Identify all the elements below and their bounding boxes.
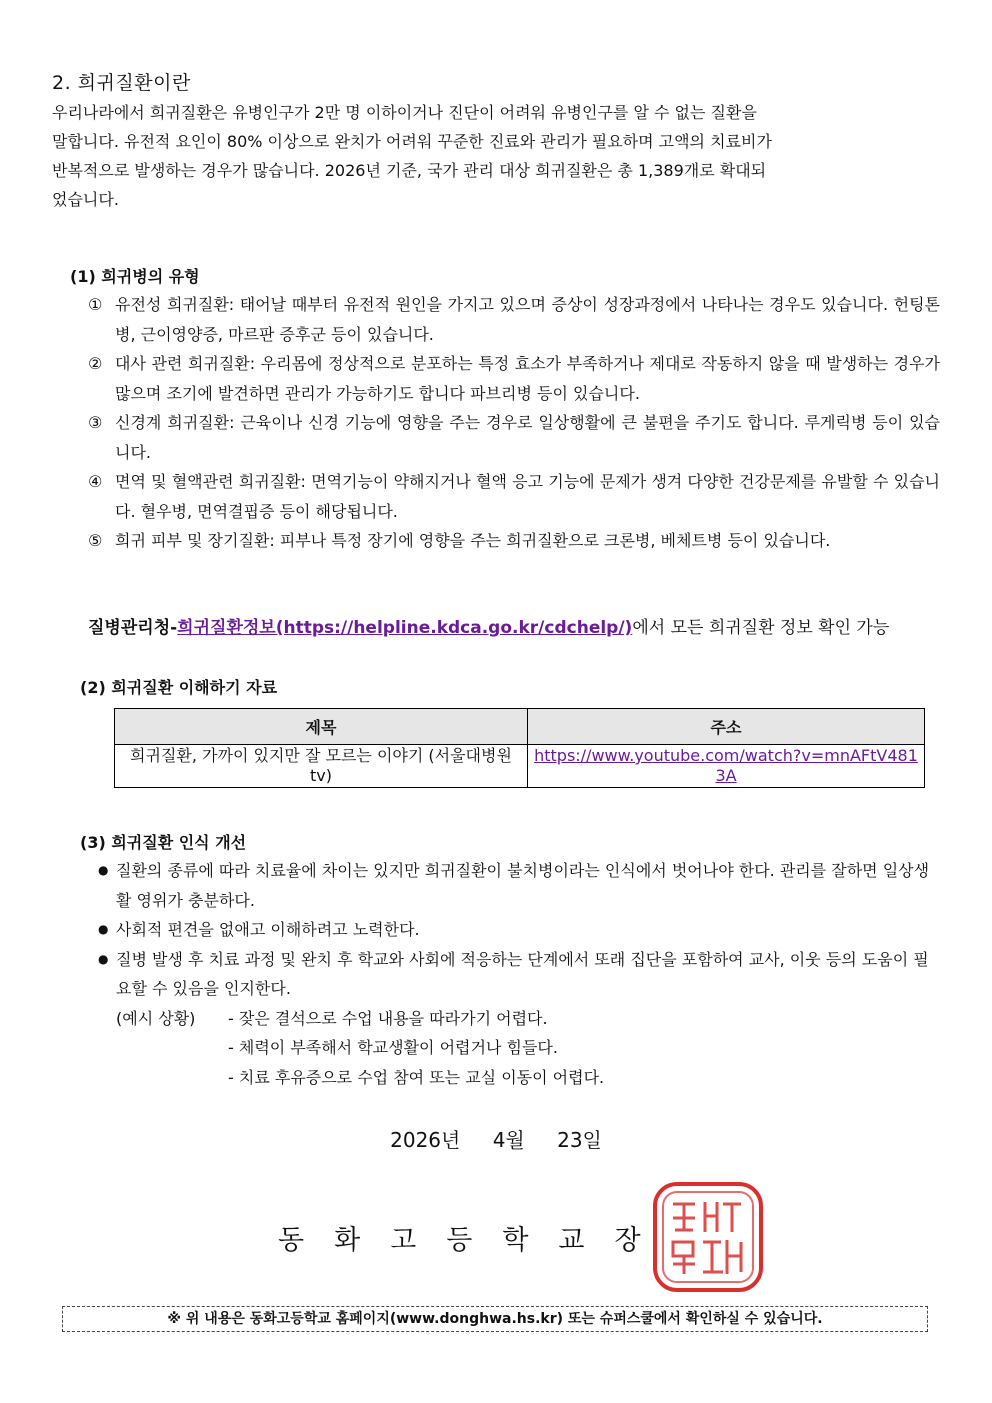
footer-notice: ※ 위 내용은 동화고등학교 홈페이지(www.donghwa.hs.kr) 또는 슈퍼스쿨에서 확인하실 수 있습니다. [62, 1306, 928, 1332]
section-title: 2. 희귀질환이란 [52, 72, 191, 94]
example-item: - 잦은 결석으로 수업 내용을 따라가기 어렵다. [228, 1008, 548, 1028]
example-label: (예시 상황) [116, 1008, 196, 1028]
list-item [98, 945, 943, 1004]
bullet-text: 질환의 종류에 따라 치료율에 차이는 있지만 희귀질환이 불치병이라는 인식에서 벗어나야 한다. 관리를 잘하면 일상생활 영위가 충분하다. [116, 861, 930, 910]
signer-name: 동화고등학교장 [278, 1225, 671, 1256]
list-item [88, 349, 940, 408]
list-item [88, 290, 940, 349]
kdca-org: 질병관리청- [88, 618, 178, 638]
item-text: 유전성 희귀질환: 태어날 때부터 유전적 원인을 가지고 있으며 증상이 성장과정에서 나타나는 경우도 있습니다. 헌팅톤병, 근이영양증, 마르판 증후군 등이 있습니다. [115, 295, 940, 344]
resource-title: 희귀질환, 가까이 있지만 잘 모르는 이야기 (서울대병원 tv) [115, 745, 528, 788]
awareness-list [98, 856, 943, 1092]
list-item [98, 915, 943, 945]
example-list [228, 1004, 604, 1093]
table-header-row [115, 709, 925, 745]
kdca-reference [88, 614, 889, 642]
resource-url-cell [528, 745, 925, 788]
document-date: 2026년 4월 23일 [390, 1128, 602, 1152]
item-number: ③ [88, 413, 103, 432]
kdca-link[interactable]: 희귀질환정보(https://helpline.kdca.go.kr/cdchelp/) [177, 618, 633, 638]
item-number: ② [88, 354, 103, 373]
bullet-icon: ● [98, 863, 109, 877]
example-item: - 치료 후유증으로 수업 참여 또는 교실 이동이 어렵다. [228, 1067, 605, 1087]
intro-line: 우리나라에서 희귀질환은 유병인구가 2만 명 이하이거나 진단이 어려워 유병인구를 알 수 없는 질환을 [52, 103, 757, 122]
table-row [115, 745, 925, 788]
bullet-text: 사회적 편견을 없애고 이해하려고 노력한다. [116, 920, 420, 939]
resources-table [114, 708, 925, 788]
intro-line: 말합니다. 유전적 요인이 80% 이상으로 완치가 어려워 꾸준한 진료와 관리가 필요하며 고액의 치료비가 [52, 132, 772, 151]
list-item [88, 526, 940, 556]
types-heading: (1) 희귀병의 유형 [70, 267, 200, 286]
list-item [88, 467, 940, 526]
bullet-text: 질병 발생 후 치료 과정 및 완치 후 학교와 사회에 적응하는 단계에서 또래 집단을 포함하여 교사, 이웃 등의 도움이 필요할 수 있음을 인지한다. [116, 949, 929, 998]
column-address-header: 주소 [528, 709, 925, 745]
item-number: ④ [88, 472, 103, 491]
list-item [98, 856, 943, 915]
item-number: ⑤ [88, 531, 103, 550]
intro-line: 었습니다. [52, 190, 119, 209]
column-title-header: 제목 [115, 709, 528, 745]
intro-paragraph [52, 98, 942, 214]
awareness-heading: (3) 희귀질환 인식 개선 [80, 833, 247, 852]
resources-heading: (2) 희귀질환 이해하기 자료 [80, 678, 278, 697]
kdca-suffix: 에서 모든 희귀질환 정보 확인 가능 [632, 618, 890, 638]
list-item [88, 408, 940, 467]
types-list [88, 290, 940, 556]
resource-url-link[interactable]: https://www.youtube.com/watch?v=mnAFtV4813A [534, 746, 918, 785]
item-text: 신경계 희귀질환: 근육이나 신경 기능에 영향을 주는 경우로 일상행활에 큰 불편을 주기도 합니다. 루게릭병 등이 있습니다. [115, 413, 940, 462]
intro-line: 반복적으로 발생하는 경우가 많습니다. 2026년 기준, 국가 관리 대상 희귀질환은 총 1,389개로 확대되 [52, 161, 767, 180]
item-text: 희귀 피부 및 장기질환: 피부나 특정 장기에 영향을 주는 희귀질환으로 크론병, 베체트병 등이 있습니다. [115, 531, 831, 550]
bullet-icon: ● [98, 951, 109, 966]
example-block [116, 1004, 943, 1093]
example-item: - 체력이 부족해서 학교생활이 어렵거나 힘들다. [228, 1038, 558, 1057]
bullet-icon: ● [98, 922, 109, 936]
item-text: 대사 관련 희귀질환: 우리몸에 정상적으로 분포하는 특정 효소가 부족하거나 제대로 작동하지 않을 때 발생하는 경우가 많으며 조기에 발견하면 관리가 가능하기도 합니다 파브리병 등이 있습니다. [115, 354, 940, 403]
item-text: 면역 및 혈액관련 희귀질환: 면역기능이 약해지거나 혈액 응고 기능에 문제가 생겨 다양한 건강문제를 유발할 수 있습니다. 혈우병, 면역결핍증 등이 해당됩니다. [115, 472, 940, 521]
item-number: ① [88, 295, 103, 314]
